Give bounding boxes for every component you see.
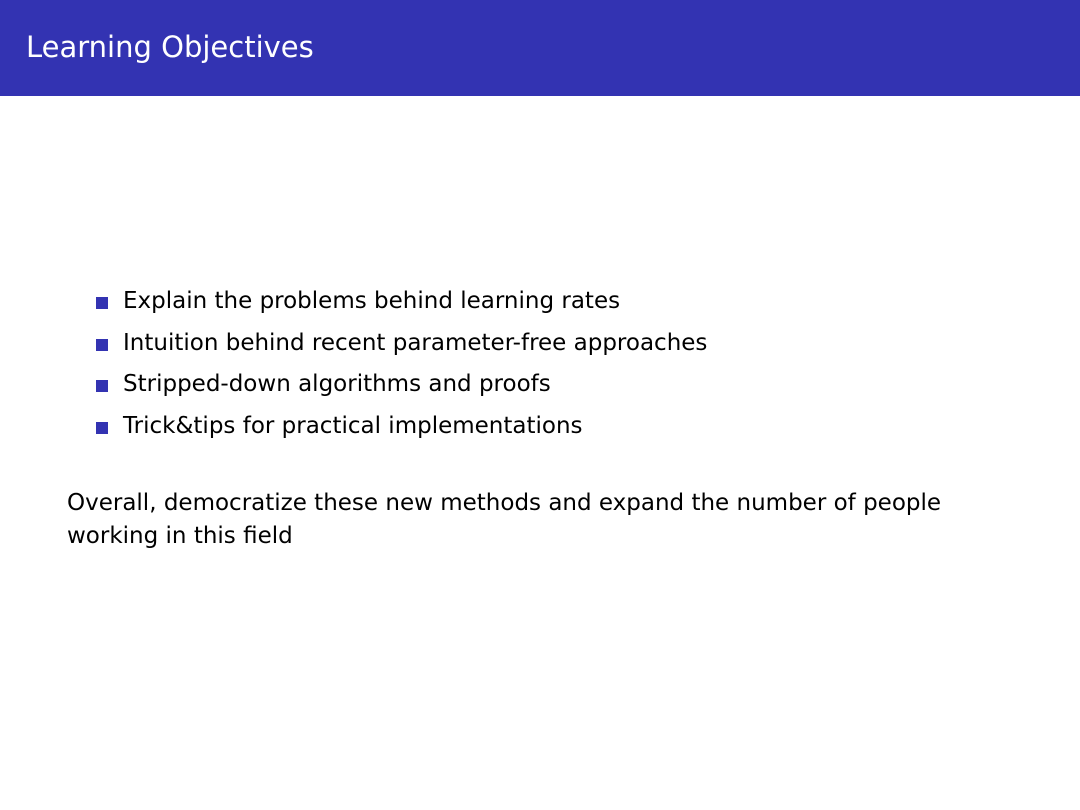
square-bullet-icon: [96, 339, 108, 351]
slide-header: [0, 0, 1080, 96]
objectives-list: [94, 281, 707, 447]
list-item-label: Trick&tips for practical implementations: [123, 412, 583, 439]
square-bullet-icon: [96, 380, 108, 392]
square-bullet-icon: [96, 422, 108, 434]
list-item: [94, 323, 707, 365]
list-item: [94, 364, 707, 406]
list-item-label: Explain the problems behind learning rates: [123, 288, 621, 314]
list-item-label: Intuition behind recent parameter-free approaches: [123, 329, 708, 356]
list-item: [94, 406, 707, 448]
summary-paragraph: Overall, democratize these new methods and expand the number of people working in this field: [67, 490, 942, 549]
list-item-label: Stripped-down algorithms and proofs: [123, 371, 551, 397]
list-item: [94, 281, 707, 323]
square-bullet-icon: [96, 297, 108, 309]
slide-title: Learning Objectives: [26, 30, 314, 64]
